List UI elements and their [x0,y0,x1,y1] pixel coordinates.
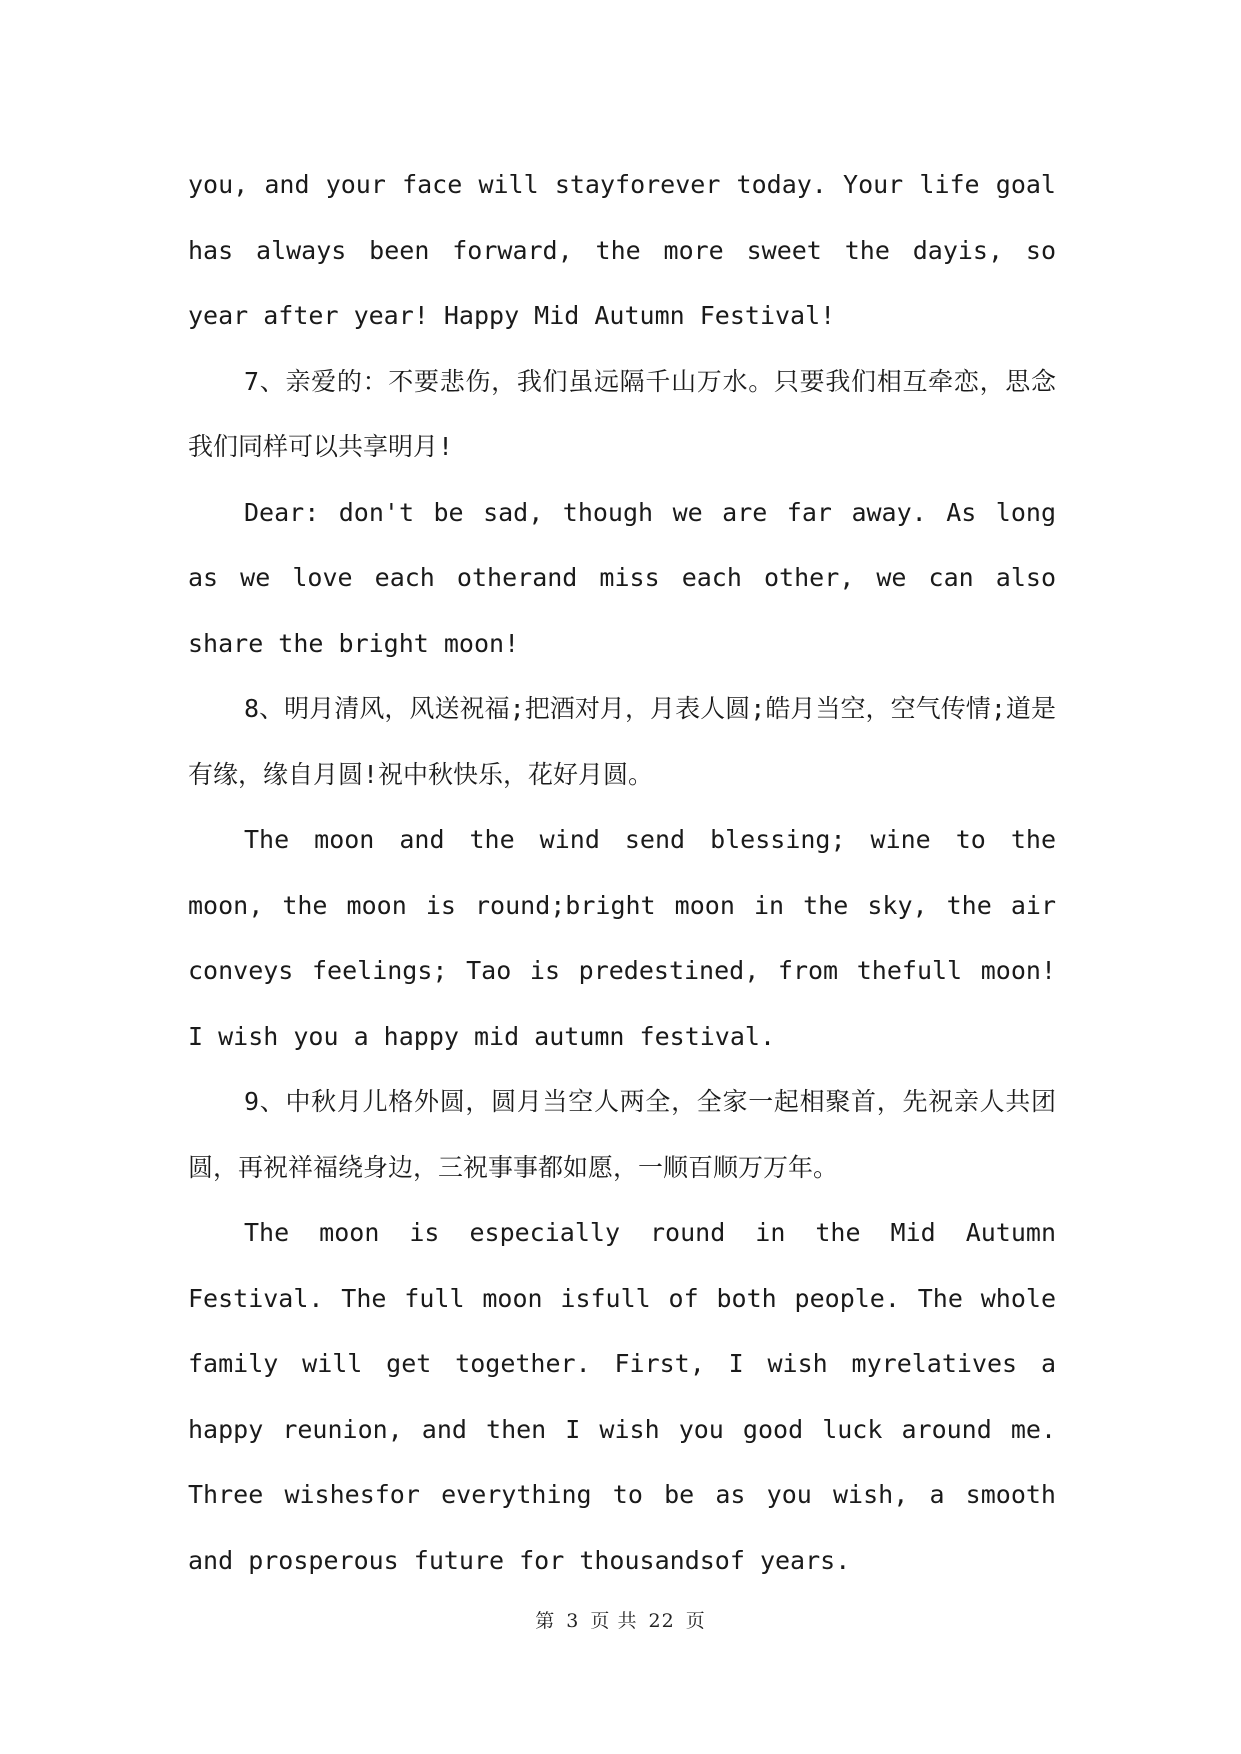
paragraph-3: Dear: don't be sad, though we are far away. As long as we love each otherand miss each other, we can also share the bright moon! [188,497,1056,658]
footer-suffix: 页 [685,1610,706,1632]
footer-current-page: 3 [566,1610,580,1632]
paragraph-5: The moon and the wind send blessing; wine to the moon, the moon is round;bright moon in the sky, the air conveys feelings; Tao is predestined, from thefull moon! I wish you a happy mid autumn festival. [188,825,1056,1051]
paragraph-2: 7、亲爱的：不要悲伤，我们虽远隔千山万水。只要我们相互牵恋，思念我们同样可以共享明月! [188,366,1056,461]
document-body [188,152,1056,1593]
paragraph-1: you, and your face will stayforever today. Your life goal has always been forward, the more sweet the dayis, so year after year! Happy Mid Autumn Festival! [188,170,1056,330]
footer-total-pages: 22 [648,1610,675,1632]
paragraph-6: 9、中秋月儿格外圆，圆月当空人两全，全家一起相聚首，先祝亲人共团圆，再祝祥福绕身边，三祝事事都如愿，一顺百顺万万年。 [188,1087,1056,1182]
footer-middle: 页 共 [590,1610,638,1632]
paragraph-7: The moon is especially round in the Mid Autumn Festival. The full moon isfull of both people. The whole family will get together. First, I wish myrelatives a happy reunion, and then I wish you good luck around me. Three wishesfor everything to be as you wish, a smooth and prosperous future for thousandsof years. [188,1218,1056,1575]
page-footer [0,1606,1241,1633]
footer-prefix: 第 [535,1610,556,1632]
paragraph-4: 8、明月清风，风送祝福;把酒对月，月表人圆;皓月当空，空气传情;道是有缘，缘自月圆!祝中秋快乐，花好月圆。 [188,694,1056,789]
